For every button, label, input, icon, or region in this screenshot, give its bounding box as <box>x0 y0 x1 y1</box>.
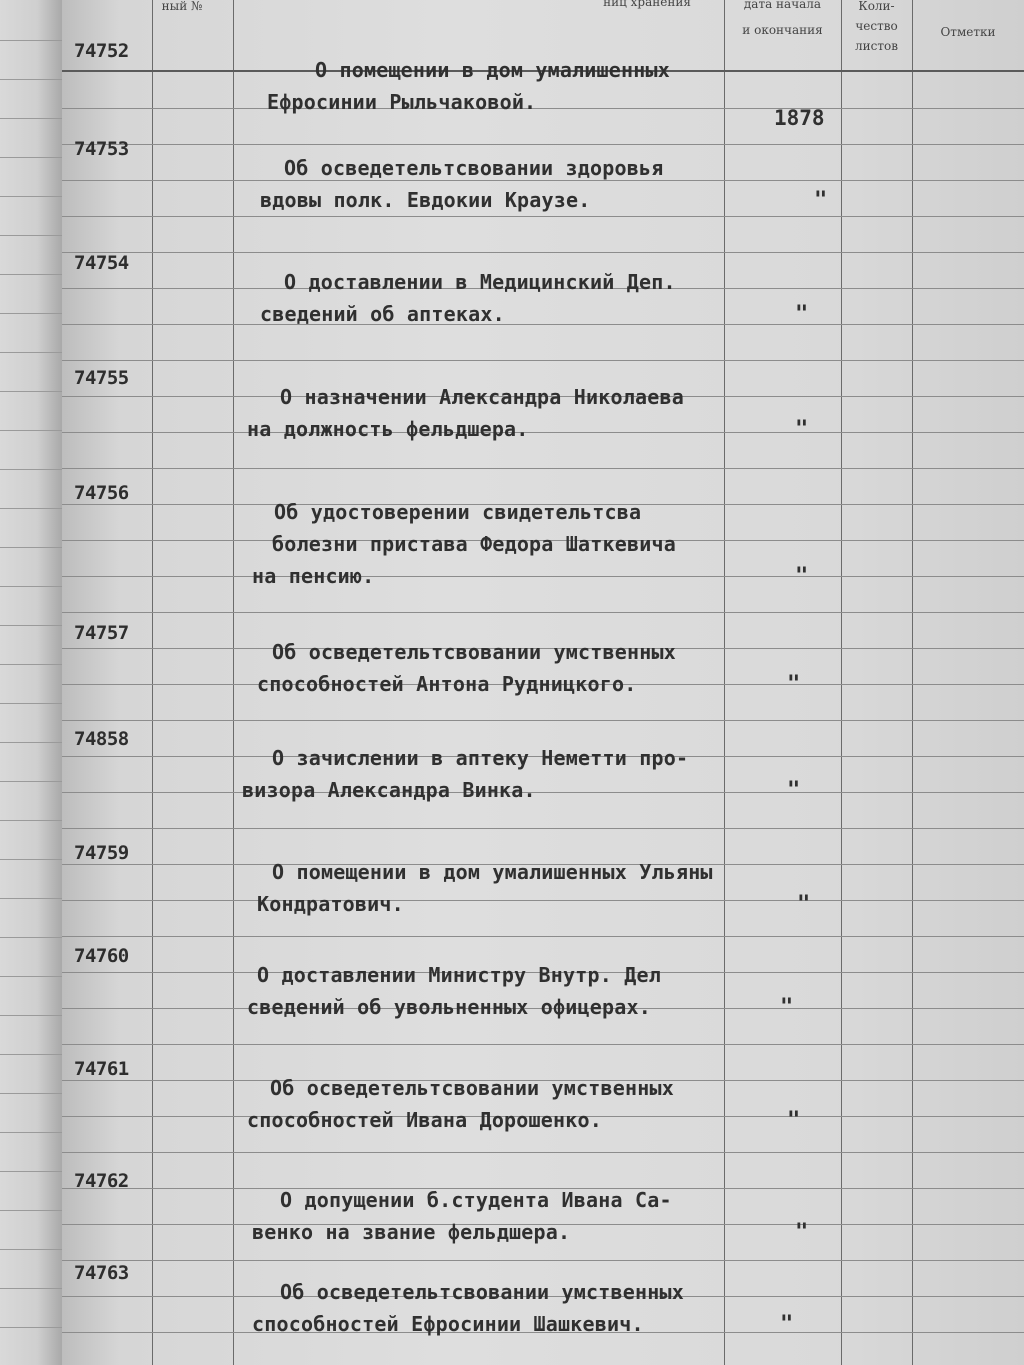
entry-title-line: Кондратович. <box>257 892 404 916</box>
ditto-mark: " <box>787 672 801 697</box>
left-page-line <box>0 274 62 275</box>
entry-title-line: О доставлении Министру Внутр. Дел <box>257 963 661 987</box>
entry-number: 74752 <box>74 40 129 62</box>
left-page-line <box>0 1288 62 1289</box>
ledger-line <box>62 828 1024 829</box>
left-page-line <box>0 898 62 899</box>
opposite-page-edge <box>0 0 62 1365</box>
header-dates-1: дата начала <box>743 0 822 11</box>
ledger-line <box>62 936 1024 937</box>
left-page-line <box>0 625 62 626</box>
entry-title-line: Об удостоверении свидетельтсва <box>274 500 642 524</box>
register-page <box>62 0 1024 1365</box>
entry-title-line: О помещении в дом умалишенных <box>315 58 670 82</box>
column-divider <box>912 0 913 1365</box>
ledger-line <box>62 1152 1024 1153</box>
left-page-line <box>0 781 62 782</box>
entry-title-line: способностей Ефросинии Шашкевич. <box>252 1312 644 1336</box>
left-page-line <box>0 430 62 431</box>
entry-title-line: О зачислении в аптеку Неметти про- <box>272 746 689 770</box>
ditto-mark: " <box>787 1108 801 1133</box>
column-divider <box>233 0 234 1365</box>
left-page-line <box>0 196 62 197</box>
left-page-line <box>0 1249 62 1250</box>
ledger-line <box>62 468 1024 469</box>
ledger-line <box>62 360 1024 361</box>
entry-title-line: вдовы полк. Евдокии Краузе. <box>260 188 591 212</box>
ledger-line <box>62 792 1024 793</box>
ledger-line <box>62 324 1024 325</box>
entry-number: 74858 <box>74 728 129 750</box>
entry-title-line: Об осведетельтсвовании умственных <box>272 640 676 664</box>
left-page-line <box>0 1093 62 1094</box>
ledger-line <box>62 1260 1024 1261</box>
left-page-line <box>0 664 62 665</box>
entry-title-line: О доставлении в Медицинский Деп. <box>284 270 676 294</box>
entry-title-line: Ефросинии Рыльчаковой. <box>267 90 537 114</box>
ditto-mark: " <box>780 1312 794 1337</box>
ditto-mark: " <box>814 188 828 213</box>
left-page-line <box>0 859 62 860</box>
left-page-line <box>0 79 62 80</box>
header-notes: Отметки <box>940 25 996 39</box>
entry-number: 74753 <box>74 138 129 160</box>
left-page-line <box>0 742 62 743</box>
ditto-mark: " <box>787 778 801 803</box>
entry-number: 74763 <box>74 1262 129 1284</box>
header-sheets-3: листов <box>855 39 898 53</box>
ledger-line <box>62 576 1024 577</box>
entry-title-line: болезни пристава Федора Шаткевича <box>272 532 676 556</box>
ditto-mark: " <box>780 995 794 1020</box>
entry-title-line: на пенсию. <box>252 564 375 588</box>
left-page-line <box>0 1171 62 1172</box>
left-page-line <box>0 118 62 119</box>
entry-date: 1878 <box>774 106 825 130</box>
left-page-line <box>0 508 62 509</box>
entry-title-line: О допущении б.студента Ивана Са- <box>280 1188 672 1212</box>
ledger-line <box>62 612 1024 613</box>
header-dates-2: и окончания <box>742 23 823 37</box>
entry-title-line: сведений об увольненных офицерах. <box>247 995 651 1019</box>
entry-number: 74756 <box>74 482 129 504</box>
ledger-line <box>62 180 1024 181</box>
left-page-line <box>0 703 62 704</box>
ledger-line <box>62 720 1024 721</box>
column-divider <box>841 0 842 1365</box>
entry-number: 74755 <box>74 367 129 389</box>
left-page-line <box>0 1054 62 1055</box>
header-number: ный № <box>161 0 203 13</box>
entry-title-line: на должность фельдшера. <box>247 417 529 441</box>
column-divider <box>152 0 153 1365</box>
left-page-line <box>0 586 62 587</box>
left-page-line <box>0 40 62 41</box>
ledger-line <box>62 252 1024 253</box>
entry-number: 74754 <box>74 252 129 274</box>
left-page-line <box>0 1210 62 1211</box>
left-page-line <box>0 313 62 314</box>
entry-number: 74757 <box>74 622 129 644</box>
left-page-line <box>0 937 62 938</box>
ditto-mark: " <box>795 1220 809 1245</box>
header-sheets-1: Коли- <box>858 0 895 13</box>
entry-title-line: способностей Ивана Дорошенко. <box>247 1108 602 1132</box>
ditto-mark: " <box>797 892 811 917</box>
entry-number: 74760 <box>74 945 129 967</box>
left-page-line <box>0 157 62 158</box>
left-page-line <box>0 1015 62 1016</box>
ledger-line <box>62 216 1024 217</box>
ditto-mark: " <box>795 417 809 442</box>
column-divider <box>724 0 725 1365</box>
left-page-line <box>0 352 62 353</box>
ledger-line <box>62 1044 1024 1045</box>
left-page-line <box>0 1327 62 1328</box>
entry-number: 74762 <box>74 1170 129 1192</box>
left-page-line <box>0 976 62 977</box>
ditto-mark: " <box>795 564 809 589</box>
ledger-line <box>62 432 1024 433</box>
left-page-line <box>0 469 62 470</box>
ledger-line <box>62 108 1024 109</box>
entry-title-line: венко на звание фельдшера. <box>252 1220 571 1244</box>
entry-title-line: способностей Антона Рудницкого. <box>257 672 637 696</box>
entry-title-line: О назначении Александра Николаева <box>280 385 684 409</box>
header-sheets-2: чество <box>855 19 898 33</box>
entry-title-line: О помещении в дом умалишенных Ульяны <box>272 860 713 884</box>
left-page-line <box>0 547 62 548</box>
ditto-mark: " <box>795 302 809 327</box>
ledger-line <box>62 144 1024 145</box>
left-page-line <box>0 235 62 236</box>
left-page-line <box>0 391 62 392</box>
left-page-line <box>0 1132 62 1133</box>
ledger-line <box>62 900 1024 901</box>
entry-number: 74759 <box>74 842 129 864</box>
header-title: ниц хранения <box>603 0 691 9</box>
entry-title-line: Об осведетельтсвовании умственных <box>270 1076 674 1100</box>
entry-number: 74761 <box>74 1058 129 1080</box>
entry-title-line: сведений об аптеках. <box>260 302 505 326</box>
left-page-line <box>0 820 62 821</box>
entry-title-line: визора Александра Винка. <box>242 778 536 802</box>
entry-title-line: Об осведетельтсвовании умственных <box>280 1280 684 1304</box>
entry-title-line: Об осведетельтсвовании здоровья <box>284 156 664 180</box>
